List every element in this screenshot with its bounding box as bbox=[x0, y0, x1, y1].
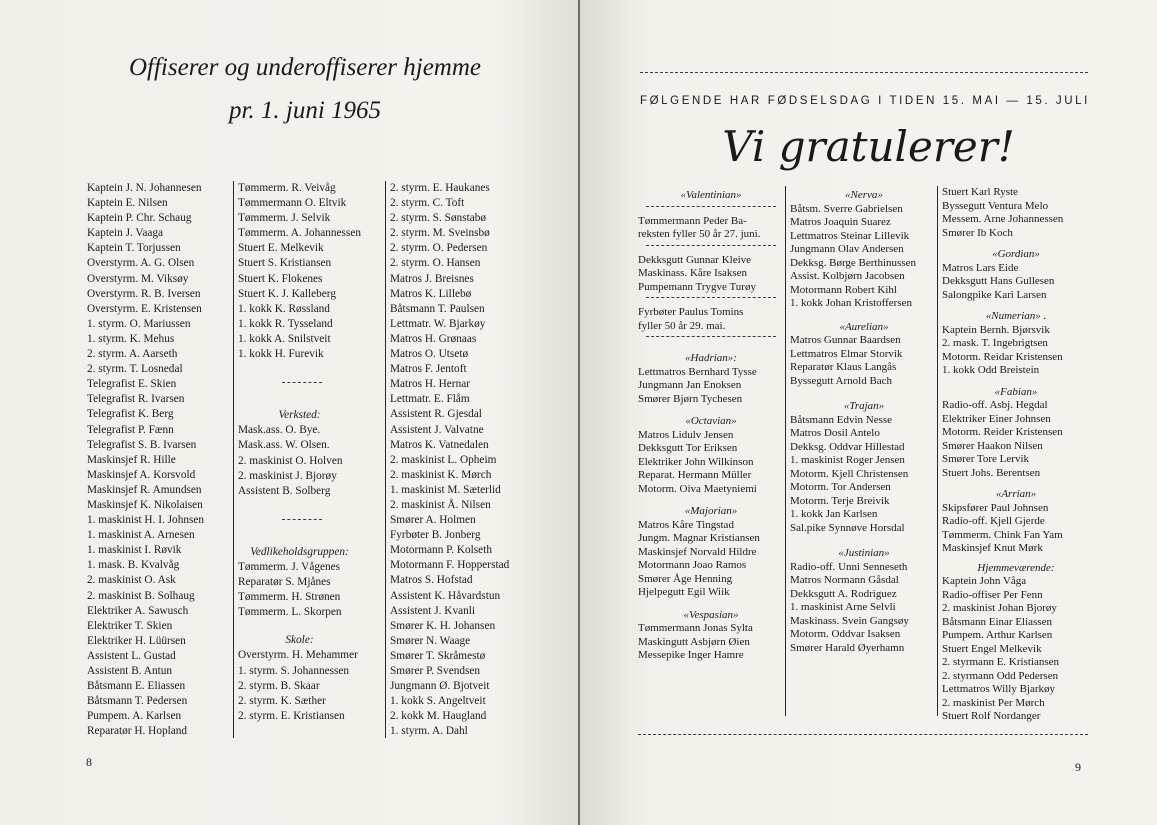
list-item: 1. kokk K. Røssland bbox=[238, 302, 330, 315]
list-item: 1. kokk R. Tysseland bbox=[238, 317, 333, 330]
list-item: Matros Dosil Antelo bbox=[790, 427, 880, 439]
list-item: Tømmerm. R. Veivåg bbox=[238, 182, 336, 194]
list-item: 1. styrm. A. Dahl bbox=[390, 725, 468, 738]
list-item: Dekksg. Børge Berthinussen bbox=[790, 256, 916, 269]
list-group bbox=[238, 423, 361, 498]
ornament-divider bbox=[638, 734, 1088, 739]
list-item: Lettmatr. W. Bjarkøy bbox=[390, 317, 486, 330]
ship-heading-gordian: «Gordian» bbox=[992, 248, 1040, 260]
list-item: Tømmermann O. Eltvik bbox=[238, 197, 347, 210]
list-item: 1. maskinist H. I. Johnsen bbox=[87, 514, 205, 527]
list-item: Matros O. Utsetø bbox=[390, 348, 469, 361]
list-group bbox=[638, 622, 784, 663]
list-item: 2. styrmann Odd Pedersen bbox=[942, 669, 1059, 682]
list-group bbox=[790, 334, 938, 388]
list-item: 1. maskinist Roger Jensen bbox=[790, 454, 905, 466]
list-item: 1. mask. B. Kvalvåg bbox=[87, 559, 180, 572]
list-item: 2. styrm. T. Losnedal bbox=[87, 363, 183, 376]
list-group bbox=[238, 560, 361, 620]
list-item: Overstyrm. A. G. Olsen bbox=[87, 257, 195, 270]
ornament-divider bbox=[638, 336, 784, 345]
list-item: Lettmatr. E. Flåm bbox=[390, 393, 470, 406]
list-item: Jungm. Magnar Kristiansen bbox=[638, 532, 760, 544]
list-item: Motorm. Reidar Kristensen bbox=[942, 350, 1063, 363]
list-item: Overstyrm. E. Kristensen bbox=[87, 302, 202, 315]
list-item: 1. kokk Odd Breistein bbox=[942, 364, 1040, 376]
list-item: Jungmann Olav Andersen bbox=[790, 243, 904, 255]
list-item: Stuert E. Melkevik bbox=[238, 242, 324, 255]
section-heading-verksted: Verksted: bbox=[278, 409, 321, 422]
list-item: Byssegutt Ventura Melo bbox=[942, 199, 1049, 212]
ship-heading-vespasian: «Vespasian» bbox=[683, 608, 739, 621]
list-group bbox=[942, 399, 1090, 480]
list-item: Maskinass. Kåre Isaksen bbox=[638, 267, 748, 279]
list-item: Motorm. Terje Breivik bbox=[790, 494, 890, 507]
list-item: Overstyrm. R. B. Iversen bbox=[87, 287, 201, 300]
list-item: Båtsmann Edvin Nesse bbox=[790, 413, 893, 426]
list-item: Stuert S. Kristiansen bbox=[238, 257, 332, 270]
list-item: 2. maskinist Per Mørch bbox=[942, 696, 1045, 709]
list-item: Assistent L. Gustad bbox=[87, 649, 176, 662]
list-item: Overstyrm. M. Viksøy bbox=[87, 272, 189, 285]
list-item: Motorm. Oiva Maetyniemi bbox=[638, 482, 757, 495]
ornament-divider bbox=[638, 206, 784, 215]
list-item: Tømmerm. A. Johannessen bbox=[238, 227, 361, 240]
ship-heading-nerva: «Nerva» bbox=[845, 189, 883, 201]
list-item: Reparat. Hermann Müller bbox=[638, 469, 752, 481]
list-item: Messem. Arne Johannessen bbox=[942, 213, 1064, 225]
list-item: Assistent J. Valvatne bbox=[390, 423, 484, 436]
list-item: Telegrafist K. Berg bbox=[87, 408, 174, 421]
list-item: Stuert K. J. Kalleberg bbox=[238, 287, 336, 300]
column-divider bbox=[385, 181, 386, 738]
ship-heading-hadrian: «Hadrian»: bbox=[685, 352, 737, 364]
list-item: 2. maskinist K. Mørch bbox=[390, 468, 492, 481]
list-item: 2. styrm. K. Sæther bbox=[238, 694, 326, 707]
list-item: 1. maskinist M. Sæterlid bbox=[390, 483, 501, 496]
column-divider bbox=[937, 186, 938, 716]
list-item: 1. kokk Johan Kristoffersen bbox=[790, 297, 912, 309]
list-group bbox=[638, 215, 784, 242]
list-item: Dekksg. Oddvar Hillestad bbox=[790, 440, 905, 453]
list-item: Tømmermann Jonas Sylta bbox=[638, 622, 753, 634]
list-item: 1. maskinist I. Røvik bbox=[87, 544, 182, 557]
list-item: 2. styrm. E. Haukanes bbox=[390, 182, 490, 194]
list-item: Smører Tore Lervik bbox=[942, 453, 1030, 465]
ship-heading-numerian: «Numerian» . bbox=[985, 310, 1047, 322]
list-item: 1. kokk Jan Karlsen bbox=[790, 508, 878, 520]
ship-heading-aurelian: «Aurelian» bbox=[839, 320, 889, 333]
list-item: Lettmatros Bernhard Tysse bbox=[638, 365, 757, 378]
list-item: reksten fyller 50 år 27. juni. bbox=[638, 228, 761, 240]
list-item: Salongpike Kari Larsen bbox=[942, 288, 1047, 301]
list-group bbox=[638, 254, 784, 295]
list-item: Lettmatros Willy Bjarkøy bbox=[942, 683, 1056, 695]
birthday-column-2 bbox=[790, 186, 938, 655]
list-item: 2. styrm. O. Pedersen bbox=[390, 242, 488, 255]
list-group bbox=[638, 306, 784, 333]
list-item: Båtsmann E. Eliassen bbox=[87, 680, 186, 693]
birthday-column-3 bbox=[942, 186, 1090, 724]
column-divider bbox=[233, 181, 234, 738]
list-item: Assistent B. Solberg bbox=[238, 484, 331, 497]
list-group bbox=[942, 262, 1090, 303]
list-item: Reparatør Klaus Langås bbox=[790, 361, 897, 373]
list-item: Lettmatros Elmar Storvik bbox=[790, 347, 903, 360]
list-item: 1. kokk S. Angeltveit bbox=[390, 695, 486, 708]
list-item: Matros Gunnar Baardsen bbox=[790, 334, 901, 346]
list-group bbox=[638, 366, 784, 407]
list-item: Elektriker John Wilkinson bbox=[638, 455, 754, 468]
list-item: 2. maskinist B. Solhaug bbox=[87, 589, 195, 602]
list-item: Sal.pike Synnøve Horsdal bbox=[790, 521, 905, 534]
list-item: Båtsmann Einar Eliassen bbox=[942, 615, 1052, 628]
list-item: Dekksgutt Hans Gullesen bbox=[942, 275, 1055, 287]
list-group bbox=[238, 181, 361, 362]
list-item: Pumpem. Arthur Karlsen bbox=[942, 629, 1053, 641]
officer-column-1 bbox=[87, 181, 204, 739]
list-item: Pumpem. A. Karlsen bbox=[87, 710, 182, 723]
list-item: Telegrafist R. Ivarsen bbox=[87, 393, 185, 406]
list-item: 2. styrm. A. Aarseth bbox=[87, 348, 178, 361]
list-item: 2. styrm. B. Skaar bbox=[238, 679, 320, 692]
list-item: Motormann Joao Ramos bbox=[638, 559, 747, 571]
page-subtitle: pr. 1. juni 1965 bbox=[228, 97, 382, 124]
list-item: Matros J. Breisnes bbox=[390, 272, 474, 285]
section-heading-hjemme: Hjemmeværende: bbox=[977, 561, 1055, 574]
list-item: Båtsmann T. Pedersen bbox=[87, 695, 188, 708]
list-item: Båtsmann T. Paulsen bbox=[390, 302, 485, 315]
list-item: Maskingutt Asbjørn Øien bbox=[638, 635, 750, 648]
list-item: Assistent J. Kvanli bbox=[390, 604, 476, 617]
ornament-divider bbox=[282, 382, 322, 398]
list-item: Motormann P. Kolseth bbox=[390, 544, 492, 557]
list-item: Motorm. Kjell Christensen bbox=[790, 467, 909, 480]
list-item: Matros S. Hofstad bbox=[390, 574, 473, 587]
list-item: Maskinass. Svein Gangsøy bbox=[790, 614, 909, 627]
list-item: Lettmatros Steinar Lillevik bbox=[790, 229, 910, 242]
ship-heading-justinian: «Justinian» bbox=[838, 547, 890, 559]
list-item: Kaptein Bernh. Bjørsvik bbox=[942, 323, 1050, 336]
list-item: Stuert Karl Ryste bbox=[942, 186, 1018, 198]
list-item: Tømmermann Peder Ba- bbox=[638, 214, 747, 227]
list-item: Kaptein T. Torjussen bbox=[87, 242, 181, 255]
list-item: Maskinsjef Norvald Hildre bbox=[638, 545, 757, 558]
right-page bbox=[580, 0, 1157, 825]
list-item: Maskinsjef Knut Mørk bbox=[942, 542, 1043, 554]
list-item: Byssegutt Arnold Bach bbox=[790, 374, 893, 387]
page-number: 8 bbox=[86, 755, 92, 769]
ornament-divider bbox=[638, 297, 784, 306]
list-item: Motormann F. Hopperstad bbox=[390, 559, 510, 572]
list-item: 1. styrm. O. Mariussen bbox=[87, 317, 191, 330]
list-group bbox=[638, 429, 784, 497]
list-group bbox=[942, 502, 1090, 556]
list-item: Kaptein E. Nilsen bbox=[87, 197, 168, 210]
list-item: Motormann Robert Kihl bbox=[790, 283, 897, 296]
officer-column-3 bbox=[390, 181, 509, 739]
list-item: Kaptein P. Chr. Schaug bbox=[87, 212, 192, 225]
list-item: Smører K. H. Johansen bbox=[390, 619, 496, 632]
list-item: 1. maskinist Arne Selvli bbox=[790, 601, 896, 613]
list-item: Assistent B. Antun bbox=[87, 665, 173, 677]
list-item: Tømmerm. Chink Fan Yam bbox=[942, 528, 1063, 541]
list-item: Matros Kåre Tingstad bbox=[638, 518, 734, 531]
section-heading-vedlikehold: Vedlikeholdsgruppen: bbox=[250, 545, 349, 558]
ornament-divider bbox=[638, 245, 784, 254]
list-group bbox=[638, 519, 784, 600]
list-item: Reparatør S. Mjånes bbox=[238, 576, 331, 589]
list-item: Messepike Inger Hamre bbox=[638, 649, 744, 661]
list-item: 2. maskinist J. Bjorøy bbox=[238, 469, 337, 482]
list-item: Telegrafist S. B. Ivarsen bbox=[87, 438, 197, 451]
list-item: 1. kokk H. Furevik bbox=[238, 348, 324, 361]
list-item: Assist. Kolbjørn Jacobsen bbox=[790, 270, 905, 282]
list-item: Maskinsjef A. Korsvold bbox=[87, 468, 196, 481]
list-item: Matros H. Hernar bbox=[390, 378, 470, 391]
list-item: Radio-offiser Per Fenn bbox=[942, 588, 1043, 601]
ship-heading-valentinian: «Valentinian» bbox=[680, 189, 742, 201]
list-item: 2. styrmann E. Kristiansen bbox=[942, 656, 1060, 668]
list-item: Smører Åge Henning bbox=[638, 572, 733, 585]
list-item: Telegrafist P. Fænn bbox=[87, 423, 174, 436]
list-item: Reparatør H. Hopland bbox=[87, 725, 188, 738]
list-item: Matros Normann Gåsdal bbox=[790, 574, 899, 586]
page-title: Vi gratulerer! bbox=[722, 122, 1015, 171]
list-item: Matros K. Lillebø bbox=[390, 287, 472, 300]
list-group bbox=[790, 414, 938, 536]
list-item: Matros Joaquin Suarez bbox=[790, 216, 891, 228]
list-item: Matros Lars Eide bbox=[942, 261, 1019, 274]
list-item: Dekksgutt A. Rodriguez bbox=[790, 587, 897, 600]
left-page bbox=[0, 0, 578, 825]
ship-heading-trajan: «Trajan» bbox=[843, 400, 885, 412]
list-item: 2. maskinist L. Opheim bbox=[390, 453, 497, 466]
list-item: 2. mask. T. Ingebrigtsen bbox=[942, 337, 1048, 349]
list-item: Motorm. Oddvar Isaksen bbox=[790, 628, 901, 640]
list-item: Smører Harald Øyerhamn bbox=[790, 641, 905, 654]
list-item: 2. maskinist Johan Bjorøy bbox=[942, 602, 1057, 614]
list-item: 2. kokk M. Haugland bbox=[390, 710, 487, 723]
list-item: Maskinsjef K. Nikolaisen bbox=[87, 498, 203, 511]
list-item: Pumpemann Trygve Turøy bbox=[638, 280, 756, 293]
list-item: Motorm. Tor Andersen bbox=[790, 481, 891, 493]
list-item: Stuert Johs. Berentsen bbox=[942, 466, 1041, 479]
list-group bbox=[238, 648, 361, 723]
list-item: Smører A. Holmen bbox=[390, 514, 476, 527]
list-item: Dekksgutt Gunnar Kleive bbox=[638, 253, 752, 266]
list-item: Hjelpegutt Egil Wiik bbox=[638, 586, 730, 598]
list-item: Kaptein John Våga bbox=[942, 575, 1027, 587]
list-group bbox=[790, 203, 938, 311]
list-group bbox=[942, 575, 1090, 724]
list-item: 2. maskinist O. Ask bbox=[87, 574, 176, 587]
list-item: Radio-off. Unni Senneseth bbox=[790, 560, 908, 573]
ship-heading-fabian: «Fabian» bbox=[994, 385, 1038, 398]
list-item: Båtsm. Sverre Gabrielsen bbox=[790, 202, 903, 215]
list-item: Maskinsjef R. Amundsen bbox=[87, 483, 202, 496]
list-item: Elektriker Einer Johnsen bbox=[942, 412, 1051, 425]
list-item: Motorm. Reider Kristensen bbox=[942, 426, 1063, 438]
ship-heading-arrian: «Arrian» bbox=[995, 488, 1037, 500]
list-item: Fyrbøter Paulus Tomins bbox=[638, 306, 744, 318]
list-item: Elektriker H. Lüürsen bbox=[87, 634, 186, 647]
list-item: Smører Ib Koch bbox=[942, 226, 1013, 239]
list-item: Radio-off. Asbj. Hegdal bbox=[942, 399, 1048, 411]
officer-column-2 bbox=[238, 181, 361, 724]
list-item: Elektriker T. Skien bbox=[87, 619, 173, 632]
section-heading-skole: Skole: bbox=[285, 634, 314, 647]
list-item: Stuert Engel Melkevik bbox=[942, 642, 1042, 655]
list-item: Kaptein J. Vaaga bbox=[87, 227, 164, 240]
list-item: Matros K. Vatnedalen bbox=[390, 438, 489, 451]
list-item: 2. styrm. M. Sveinsbø bbox=[390, 227, 490, 240]
list-item: Overstyrm. H. Mehammer bbox=[238, 649, 358, 662]
list-group bbox=[942, 324, 1090, 378]
list-item: 2. styrm. S. Sønstabø bbox=[390, 212, 487, 225]
list-item: Matros F. Jentoft bbox=[390, 363, 467, 376]
list-item: Smører Haakon Nilsen bbox=[942, 439, 1043, 452]
list-item: 1. maskinist A. Arnesen bbox=[87, 529, 195, 542]
ornament-divider bbox=[282, 519, 322, 535]
list-item: fyller 50 år 29. mai. bbox=[638, 319, 726, 332]
ornament-divider bbox=[640, 72, 1088, 77]
birthday-column-1 bbox=[638, 186, 784, 663]
list-item: Mask.ass. O. Bye. bbox=[238, 424, 321, 437]
list-item: 2. maskinist O. Holven bbox=[238, 454, 343, 467]
list-group bbox=[790, 561, 938, 656]
list-item: Fyrbøter B. Jonberg bbox=[390, 529, 481, 542]
list-item: 2. styrm. E. Kristiansen bbox=[238, 709, 345, 722]
list-item: Stuert K. Flokenes bbox=[238, 272, 323, 285]
list-item: Smører P. Svendsen bbox=[390, 665, 481, 677]
list-item: Smører Bjørn Tychesen bbox=[638, 392, 743, 405]
list-item: 2. styrm. C. Toft bbox=[390, 197, 465, 210]
list-group bbox=[942, 186, 1090, 240]
list-item: Skipsfører Paul Johnsen bbox=[942, 501, 1049, 514]
list-item: Assistent K. Håvardstun bbox=[390, 589, 501, 602]
column-divider bbox=[785, 186, 786, 716]
list-item: 1. styrm. K. Mehus bbox=[87, 332, 175, 345]
page-number: 9 bbox=[1075, 760, 1081, 774]
list-item: 2. maskinist Å. Nilsen bbox=[390, 498, 491, 511]
ship-heading-majorian: «Majorian» bbox=[684, 505, 738, 517]
list-item: Tømmerm. J. Vågenes bbox=[238, 560, 341, 573]
list-item: Dekksgutt Tor Eriksen bbox=[638, 442, 738, 454]
list-item: Tømmerm. H. Strønen bbox=[238, 591, 341, 604]
list-item: Tømmerm. J. Selvik bbox=[238, 212, 331, 225]
list-item: Tømmerm. L. Skorpen bbox=[238, 606, 342, 619]
list-item: Stuert Rolf Nordanger bbox=[942, 710, 1041, 722]
list-item: Smører N. Waage bbox=[390, 634, 471, 647]
list-item: Radio-off. Kjell Gjerde bbox=[942, 515, 1045, 527]
list-item: Kaptein J. N. Johannesen bbox=[87, 182, 202, 194]
banner-heading: FØLGENDE HAR FØDSELSDAG I TIDEN 15. MAI — 15. JULI bbox=[640, 95, 1090, 107]
list-item: Matros H. Grønaas bbox=[390, 332, 477, 345]
list-item: Matros Lidulv Jensen bbox=[638, 428, 734, 441]
ship-heading-octavian: «Octavian» bbox=[685, 415, 737, 427]
list-item: 2. styrm. O. Hansen bbox=[390, 257, 481, 270]
list-item: Assistent R. Gjesdal bbox=[390, 408, 482, 421]
list-item: Maskinsjef R. Hille bbox=[87, 453, 176, 466]
list-item: Mask.ass. W. Olsen. bbox=[238, 439, 330, 452]
list-item: Jungmann Ø. Bjotveit bbox=[390, 680, 490, 693]
list-item: 1. kokk A. Snilstveit bbox=[238, 332, 331, 345]
list-item: Jungmann Jan Enoksen bbox=[638, 379, 742, 391]
list-item: 1. styrm. S. Johannessen bbox=[238, 664, 350, 677]
list-item: Elektriker A. Sawusch bbox=[87, 604, 189, 617]
list-item: Telegrafist E. Skien bbox=[87, 378, 177, 391]
list-item: Smører T. Skråmestø bbox=[390, 649, 486, 662]
page-title: Offiserer og underoffiserer hjemme bbox=[128, 54, 482, 81]
